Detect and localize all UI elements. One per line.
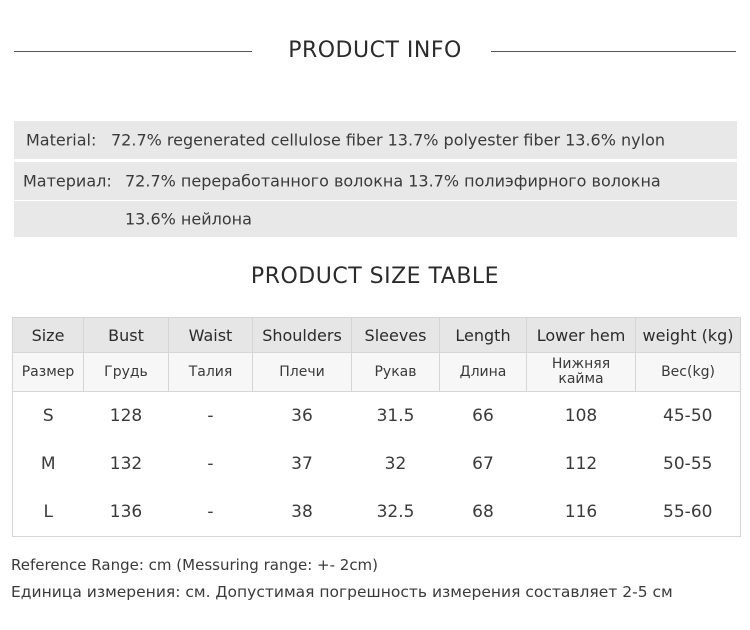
header-ru-size: Размер bbox=[13, 353, 84, 392]
table-cell: 128 bbox=[109, 406, 143, 426]
table-cell: - bbox=[207, 454, 214, 474]
material-en-label: Material: bbox=[26, 130, 97, 150]
header-bust: Bust bbox=[84, 318, 169, 353]
table-cell: 68 bbox=[440, 488, 527, 537]
table-cell: 31.5 bbox=[376, 406, 415, 426]
header-length: Length bbox=[440, 318, 527, 353]
table-cell: 45-50 bbox=[636, 392, 741, 441]
table-row bbox=[13, 488, 741, 537]
header-sleeves: Sleeves bbox=[352, 318, 440, 353]
header-size: Size bbox=[13, 318, 84, 353]
table-cell: 116 bbox=[527, 488, 636, 537]
header-ru-sleeves: Рукав bbox=[352, 353, 440, 392]
table-header-row-ru bbox=[13, 353, 741, 392]
header-weight: weight (kg) bbox=[636, 318, 741, 353]
header-shoulders: Shoulders bbox=[253, 318, 352, 353]
table-cell: - bbox=[169, 488, 253, 537]
table-cell: 32.5 bbox=[352, 488, 440, 537]
table-row bbox=[13, 440, 741, 488]
material-ru-value-line1: 72.7% переработанного волокна 13.7% полиэфирного волокна bbox=[125, 171, 661, 191]
header-ru-bust: Грудь bbox=[84, 353, 169, 392]
material-en-value: 72.7% regenerated cellulose fiber 13.7% polyester fiber 13.6% nylon bbox=[111, 130, 665, 150]
table-cell: 112 bbox=[564, 454, 598, 474]
header-ru-length: Длина bbox=[440, 353, 527, 392]
header-ru-waist: Талия bbox=[169, 353, 253, 392]
header-waist: Waist bbox=[169, 318, 253, 353]
size-table bbox=[12, 317, 741, 537]
table-cell: 37 bbox=[291, 454, 313, 474]
table-cell: - bbox=[207, 406, 214, 426]
table-cell: L bbox=[13, 488, 84, 537]
table-header-row-en bbox=[13, 318, 741, 353]
table-cell: 108 bbox=[564, 406, 598, 426]
table-row bbox=[13, 392, 741, 441]
reference-range-en: Reference Range: cm (Messuring range: +- 2cm) bbox=[11, 556, 379, 574]
table-cell: 38 bbox=[253, 488, 352, 537]
material-ru-label: Материал: bbox=[23, 171, 112, 191]
divider-right bbox=[491, 51, 736, 52]
table-cell: 136 bbox=[84, 488, 169, 537]
reference-range-ru: Единица измерения: см. Допустимая погрешность измерения составляет 2-5 см bbox=[11, 583, 673, 601]
header-ru-weight: Вес(kg) bbox=[636, 353, 741, 392]
table-cell: 55-60 bbox=[636, 488, 741, 537]
material-en-band bbox=[14, 121, 737, 159]
table-cell: 32 bbox=[384, 454, 407, 474]
header-ru-shoulders: Плечи bbox=[253, 353, 352, 392]
material-ru-band bbox=[14, 162, 737, 200]
table-cell: 132 bbox=[109, 454, 143, 474]
table-cell: 67 bbox=[472, 454, 494, 474]
header-ru-lower-hem: Нижняя кайма bbox=[527, 353, 636, 392]
table-cell: 50-55 bbox=[636, 440, 741, 488]
table-cell: M bbox=[13, 440, 84, 488]
header-lower-hem: Lower hem bbox=[527, 318, 636, 353]
material-ru-band-2 bbox=[14, 201, 737, 237]
table-cell: 36 bbox=[291, 406, 313, 426]
material-ru-value-line2: 13.6% нейлона bbox=[125, 209, 252, 229]
size-table-title: PRODUCT SIZE TABLE bbox=[250, 264, 500, 289]
table-cell: 66 bbox=[472, 406, 494, 426]
table-cell: S bbox=[13, 392, 84, 441]
product-info-title: PRODUCT INFO bbox=[288, 38, 462, 63]
